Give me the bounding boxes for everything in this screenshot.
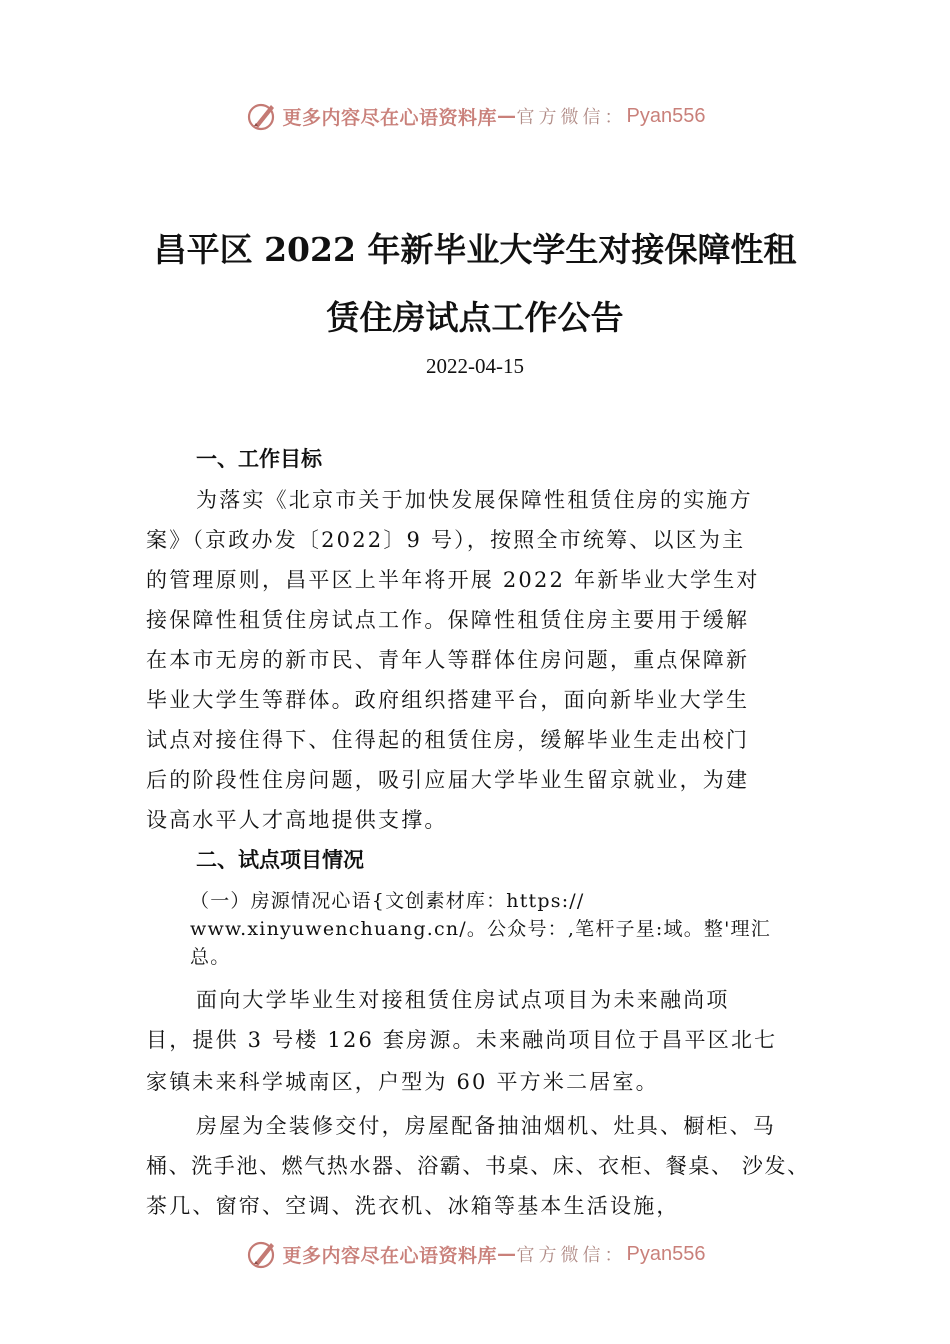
- section-1-line: 在本市无房的新市民、青年人等群体住房问题，重点保障新: [146, 648, 750, 672]
- section-1-line: 的管理原则，昌平区上半年将开展 2022 年新毕业大学生对: [146, 568, 760, 592]
- banner-wechat-label: 官方微信：: [516, 107, 627, 128]
- subsection-1-line: 总。: [190, 946, 231, 968]
- pen-logo-icon: [245, 1237, 279, 1271]
- banner-wechat-id: Pyan556: [626, 1242, 706, 1265]
- paragraph-line: 桶、洗手池、燃气热水器、浴霸、书桌、床、衣柜、餐桌、 沙发、: [146, 1154, 810, 1178]
- section-1-line: 后的阶段性住房问题，吸引应届大学毕业生留京就业，为建: [146, 768, 750, 792]
- section-1-line: 案》（京政办发〔2022〕9 号），按照全市统筹、以区为主: [146, 528, 746, 552]
- paragraph-line: 茶几、窗帘、空调、洗衣机、冰箱等基本生活设施，: [146, 1194, 680, 1218]
- paragraph-line: 目，提供 3 号楼 126 套房源。未来融尚项目位于昌平区北七: [146, 1028, 778, 1052]
- paragraph-line: 家镇未来科学城南区，户型为 60 平方米二居室。: [146, 1070, 659, 1094]
- banner-separator: —: [497, 105, 517, 127]
- document-title-line-1: 昌平区 2022 年新毕业大学生对接保障性租: [153, 230, 797, 269]
- footer-banner: [0, 1234, 950, 1274]
- section-1-line: 毕业大学生等群体。政府组织搭建平台，面向新毕业大学生: [146, 688, 750, 712]
- section-1-line: 试点对接住得下、住得起的租赁住房，缓解毕业生走出校门: [146, 728, 750, 752]
- section-1-line: 设高水平人才高地提供支撑。: [146, 808, 448, 832]
- subsection-1-line: （一）房源情况心语{文创素材库：https://: [190, 890, 585, 912]
- banner-main-text: 更多内容尽在心语资料库: [282, 106, 498, 129]
- document-title-line-2: 赁住房试点工作公告: [326, 298, 624, 337]
- banner-wechat-label: 官方微信：: [516, 1245, 627, 1266]
- header-banner: [0, 96, 950, 136]
- banner-wechat-id: Pyan556: [626, 104, 706, 127]
- subsection-1-line: www.xinyuwenchuang.cn/。公众号：,笔杆子星:域。整'理汇: [190, 918, 771, 940]
- paragraph-line: 面向大学毕业生对接租赁住房试点项目为未来融尚项: [196, 988, 730, 1012]
- paragraph-line: 房屋为全装修交付，房屋配备抽油烟机、灶具、橱柜、马: [196, 1114, 776, 1138]
- pen-logo-icon: [245, 99, 279, 133]
- section-1-line: 为落实《北京市关于加快发展保障性租赁住房的实施方: [196, 488, 753, 512]
- banner-separator: —: [497, 1243, 517, 1265]
- section-1-heading: 一、工作目标: [196, 447, 322, 471]
- banner-main-text: 更多内容尽在心语资料库: [282, 1244, 498, 1267]
- section-2-heading: 二、试点项目情况: [196, 848, 364, 872]
- section-1-line: 接保障性租赁住房试点工作。保障性租赁住房主要用于缓解: [146, 608, 750, 632]
- publish-date: 2022-04-15: [426, 354, 524, 378]
